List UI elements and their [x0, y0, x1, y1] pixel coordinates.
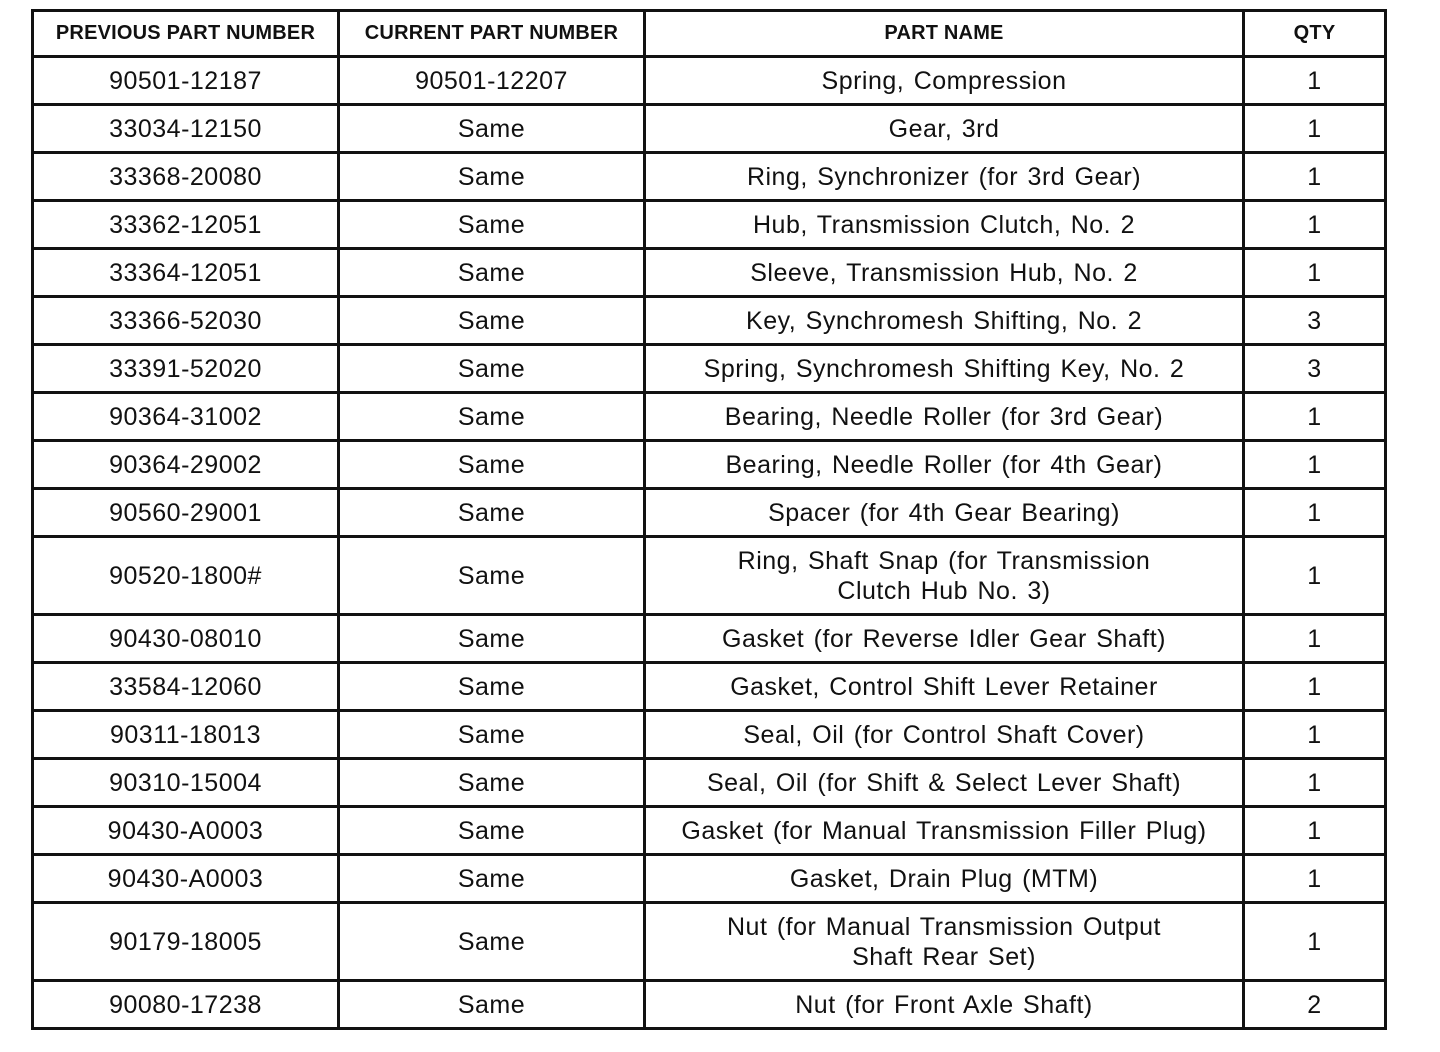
cell-current-part-number: Same — [339, 855, 645, 903]
cell-previous-part-number: 90080-17238 — [33, 981, 339, 1029]
cell-current-part-number: Same — [339, 981, 645, 1029]
part-name-text: Spring, Compression — [821, 66, 1067, 95]
part-name-text: Key, Synchromesh Shifting, No. 2 — [746, 306, 1142, 335]
part-name-text: Spring, Synchromesh Shifting Key, No. 2 — [703, 354, 1185, 383]
table-row — [33, 345, 1386, 393]
cell-part-name — [645, 615, 1244, 663]
cell-qty: 1 — [1244, 807, 1386, 855]
cell-previous-part-number: 90520-1800# — [33, 537, 339, 615]
table-row — [33, 297, 1386, 345]
cell-qty: 1 — [1244, 57, 1386, 105]
cell-previous-part-number: 33366-52030 — [33, 297, 339, 345]
cell-part-name — [645, 537, 1244, 615]
table-row — [33, 807, 1386, 855]
part-name-text: Hub, Transmission Clutch, No. 2 — [753, 210, 1135, 239]
cell-previous-part-number: 90501-12187 — [33, 57, 339, 105]
part-name-text: Seal, Oil (for Control Shaft Cover) — [743, 720, 1145, 749]
header-current-part-number: CURRENT PART NUMBER — [339, 11, 645, 57]
cell-part-name — [645, 711, 1244, 759]
table-row — [33, 489, 1386, 537]
cell-qty: 1 — [1244, 105, 1386, 153]
cell-current-part-number: Same — [339, 153, 645, 201]
cell-previous-part-number: 33034-12150 — [33, 105, 339, 153]
part-name-text: Nut (for Manual Transmission Output Shaft Rear Set) — [727, 912, 1161, 971]
cell-current-part-number: Same — [339, 537, 645, 615]
cell-current-part-number: Same — [339, 711, 645, 759]
cell-current-part-number: Same — [339, 663, 645, 711]
cell-qty: 1 — [1244, 201, 1386, 249]
table-row — [33, 393, 1386, 441]
cell-previous-part-number: 90430-A0003 — [33, 855, 339, 903]
cell-part-name — [645, 807, 1244, 855]
part-name-text: Gear, 3rd — [888, 114, 1000, 143]
table-row — [33, 855, 1386, 903]
cell-current-part-number: Same — [339, 759, 645, 807]
cell-previous-part-number: 90364-31002 — [33, 393, 339, 441]
table-row — [33, 441, 1386, 489]
cell-qty: 1 — [1244, 759, 1386, 807]
cell-qty: 1 — [1244, 249, 1386, 297]
cell-qty: 1 — [1244, 537, 1386, 615]
cell-part-name — [645, 297, 1244, 345]
cell-part-name — [645, 903, 1244, 981]
part-name-text: Gasket, Drain Plug (MTM) — [789, 864, 1099, 893]
part-name-text: Spacer (for 4th Gear Bearing) — [768, 498, 1120, 527]
part-name-text: Gasket, Control Shift Lever Retainer — [730, 672, 1158, 701]
part-name-text: Ring, Shaft Snap (for Transmission Clutch Hub No. 3) — [737, 546, 1151, 605]
cell-current-part-number: Same — [339, 249, 645, 297]
cell-previous-part-number: 33368-20080 — [33, 153, 339, 201]
cell-previous-part-number: 90310-15004 — [33, 759, 339, 807]
part-name-text: Nut (for Front Axle Shaft) — [795, 990, 1093, 1019]
header-part-name: PART NAME — [645, 11, 1244, 57]
table-header — [33, 11, 1386, 57]
cell-qty: 1 — [1244, 855, 1386, 903]
cell-part-name — [645, 981, 1244, 1029]
part-name-text: Seal, Oil (for Shift & Select Lever Shaft) — [706, 768, 1182, 797]
cell-part-name — [645, 201, 1244, 249]
table-row — [33, 201, 1386, 249]
cell-qty: 1 — [1244, 153, 1386, 201]
table-row — [33, 759, 1386, 807]
cell-current-part-number: Same — [339, 807, 645, 855]
table-row — [33, 615, 1386, 663]
cell-current-part-number: Same — [339, 393, 645, 441]
cell-qty: 2 — [1244, 981, 1386, 1029]
table-row — [33, 57, 1386, 105]
cell-previous-part-number: 90364-29002 — [33, 441, 339, 489]
cell-qty: 1 — [1244, 903, 1386, 981]
cell-part-name — [645, 441, 1244, 489]
cell-current-part-number: Same — [339, 297, 645, 345]
table-row — [33, 249, 1386, 297]
parts-table — [31, 9, 1387, 1030]
part-name-text: Bearing, Needle Roller (for 3rd Gear) — [724, 402, 1164, 431]
cell-previous-part-number: 90430-08010 — [33, 615, 339, 663]
part-name-text: Gasket (for Reverse Idler Gear Shaft) — [722, 624, 1166, 653]
cell-current-part-number: Same — [339, 489, 645, 537]
table-body — [33, 57, 1386, 1029]
table-row — [33, 711, 1386, 759]
cell-previous-part-number: 90430-A0003 — [33, 807, 339, 855]
cell-qty: 1 — [1244, 615, 1386, 663]
cell-part-name — [645, 663, 1244, 711]
part-name-text: Sleeve, Transmission Hub, No. 2 — [750, 258, 1138, 287]
cell-previous-part-number: 33362-12051 — [33, 201, 339, 249]
part-name-text: Bearing, Needle Roller (for 4th Gear) — [725, 450, 1163, 479]
table-row — [33, 981, 1386, 1029]
cell-previous-part-number: 90560-29001 — [33, 489, 339, 537]
cell-previous-part-number: 90311-18013 — [33, 711, 339, 759]
cell-qty: 1 — [1244, 663, 1386, 711]
cell-part-name — [645, 153, 1244, 201]
table-row — [33, 903, 1386, 981]
cell-part-name — [645, 345, 1244, 393]
cell-qty: 1 — [1244, 489, 1386, 537]
part-name-text: Ring, Synchronizer (for 3rd Gear) — [746, 162, 1142, 191]
cell-previous-part-number: 33391-52020 — [33, 345, 339, 393]
cell-qty: 1 — [1244, 711, 1386, 759]
cell-part-name — [645, 489, 1244, 537]
cell-part-name — [645, 57, 1244, 105]
cell-current-part-number: Same — [339, 903, 645, 981]
cell-part-name — [645, 249, 1244, 297]
table-row — [33, 105, 1386, 153]
cell-part-name — [645, 393, 1244, 441]
cell-qty: 1 — [1244, 393, 1386, 441]
cell-current-part-number: 90501-12207 — [339, 57, 645, 105]
header-qty: QTY — [1244, 11, 1386, 57]
part-name-text: Gasket (for Manual Transmission Filler Plug) — [681, 816, 1207, 845]
cell-part-name — [645, 105, 1244, 153]
table-row — [33, 663, 1386, 711]
cell-current-part-number: Same — [339, 105, 645, 153]
cell-previous-part-number: 90179-18005 — [33, 903, 339, 981]
cell-part-name — [645, 759, 1244, 807]
cell-current-part-number: Same — [339, 615, 645, 663]
cell-qty: 3 — [1244, 345, 1386, 393]
cell-current-part-number: Same — [339, 441, 645, 489]
cell-current-part-number: Same — [339, 201, 645, 249]
table-row — [33, 153, 1386, 201]
header-row — [33, 11, 1386, 57]
cell-qty: 3 — [1244, 297, 1386, 345]
cell-previous-part-number: 33584-12060 — [33, 663, 339, 711]
cell-qty: 1 — [1244, 441, 1386, 489]
table-row — [33, 537, 1386, 615]
cell-previous-part-number: 33364-12051 — [33, 249, 339, 297]
cell-part-name — [645, 855, 1244, 903]
header-previous-part-number: PREVIOUS PART NUMBER — [33, 11, 339, 57]
cell-current-part-number: Same — [339, 345, 645, 393]
